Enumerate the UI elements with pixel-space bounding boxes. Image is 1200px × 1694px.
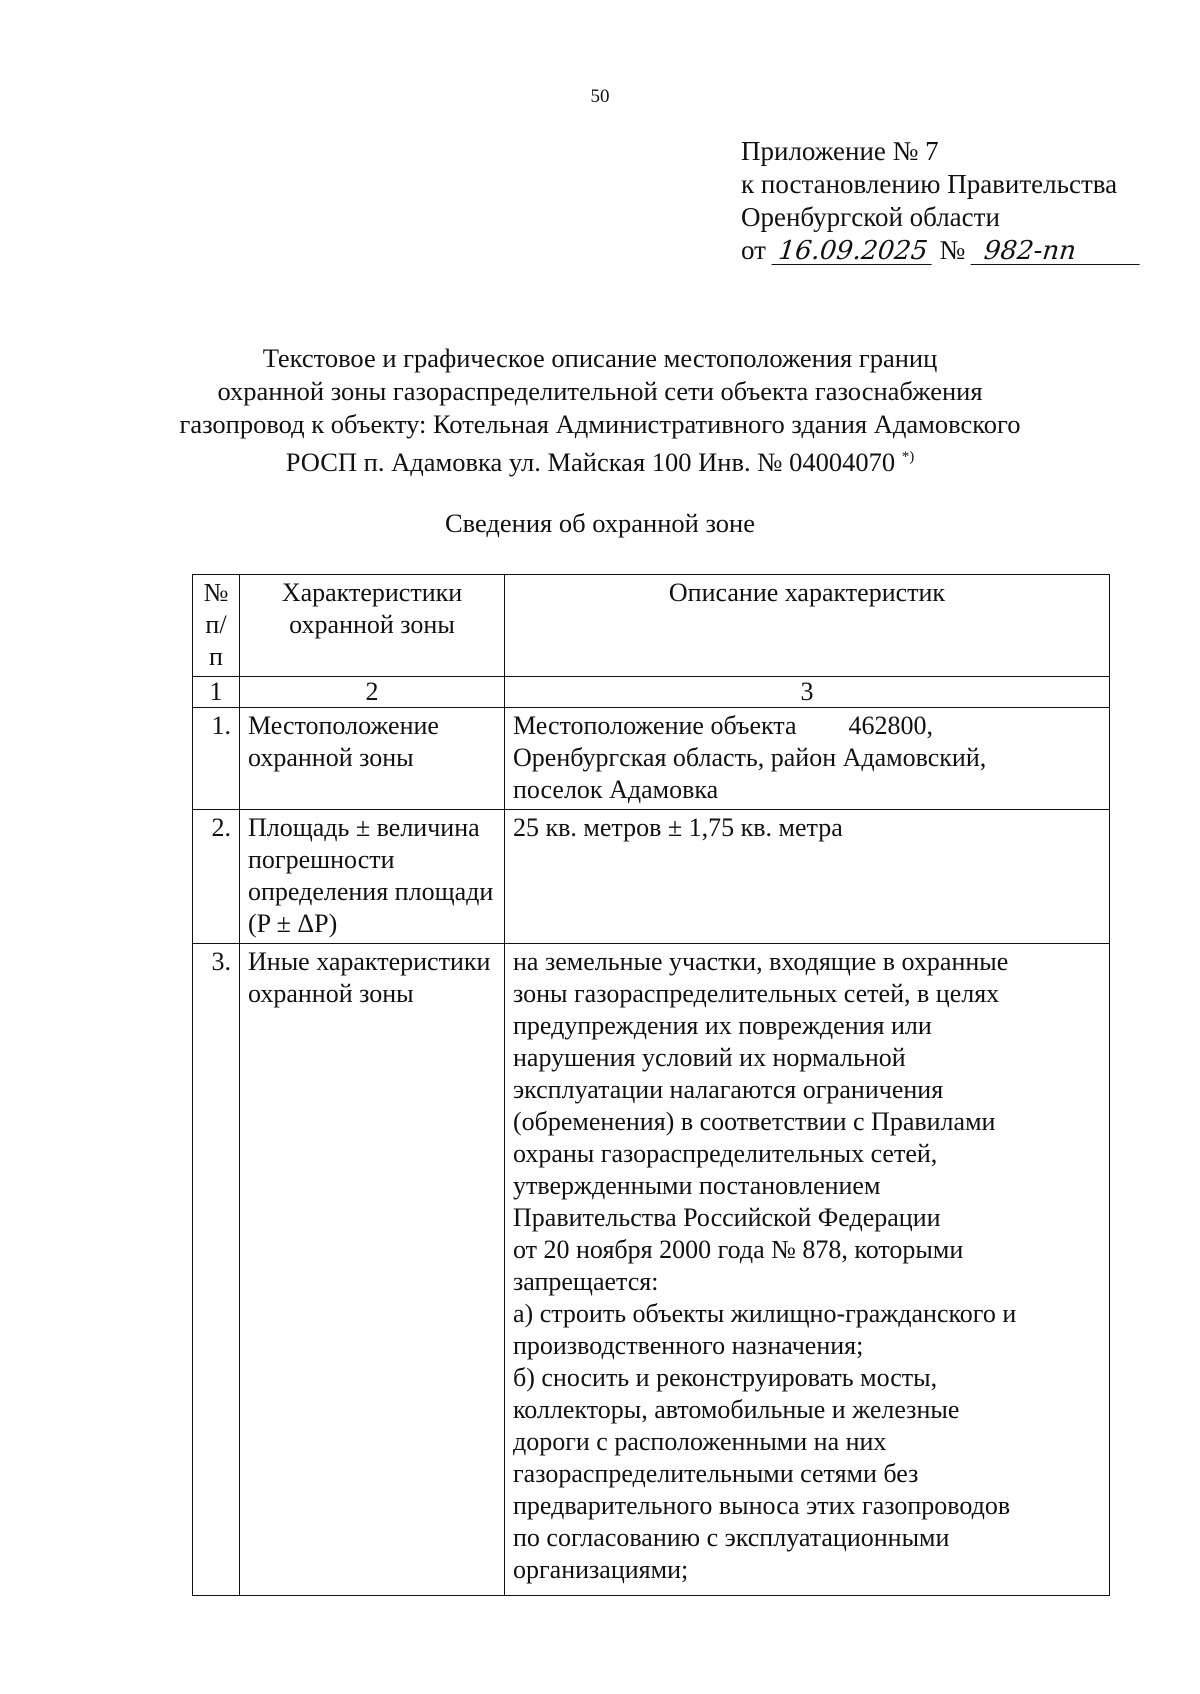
table-row (193, 708, 1110, 810)
title-line-4 (60, 441, 1140, 479)
appendix-date-line (741, 234, 1181, 267)
description-line: предварительного выноса этих газопроводов (513, 1491, 1011, 1520)
row-description (505, 708, 1110, 810)
row-characteristic (240, 810, 505, 944)
row-characteristic (240, 708, 505, 810)
characteristic-line: Площадь ± величина (248, 813, 480, 842)
description-line: зоны газораспределительных сетей, в целях (513, 979, 1000, 1008)
row-description (505, 810, 1110, 944)
header-description: Описание характеристик (505, 575, 1110, 677)
row-number: 2. (193, 810, 240, 944)
document-title (60, 342, 1140, 479)
characteristic-line: определения площади (248, 877, 494, 906)
description-line: запрещается: (513, 1267, 659, 1296)
description-line: Местоположение объекта 462800, (513, 711, 934, 740)
index-cell: 3 (505, 677, 1110, 708)
table-index-row (193, 677, 1110, 708)
section-subtitle: Сведения об охранной зоне (444, 508, 755, 538)
description-line: утвержденными постановлением (513, 1171, 881, 1200)
description-line: (обременения) в соответствии с Правилами (513, 1107, 996, 1136)
characteristic-line: Местоположение (248, 711, 439, 740)
description-line: охраны газораспределительных сетей, (513, 1139, 938, 1168)
row-number: 1. (193, 708, 240, 810)
header-characteristics-line-1: Характеристики (281, 578, 463, 607)
title-line-4-text: РОСП п. Адамовка ул. Майская 100 Инв. № 04004070 (285, 447, 896, 477)
description-line: дороги с расположенными на них (513, 1427, 887, 1456)
title-line-3: газопровод к объекту: Котельная Административного здания Адамовского (179, 409, 1021, 439)
appendix-region: Оренбургской области (741, 202, 1000, 232)
description-line: организациями; (513, 1555, 689, 1584)
description-line: поселок Адамовка (513, 775, 719, 804)
characteristic-line: охранной зоны (248, 979, 414, 1008)
number-prefix: № (939, 235, 966, 265)
protection-zone-table (192, 574, 1110, 1596)
description-line: нарушения условий их нормальной (513, 1043, 906, 1072)
description-line: Правительства Российской Федерации (513, 1203, 941, 1232)
table-row (193, 810, 1110, 944)
description-line: 25 кв. метров ± 1,75 кв. метра (513, 813, 843, 842)
appendix-reference: к постановлению Правительства (741, 169, 1118, 199)
handwritten-date: 16.09.2025 (771, 238, 934, 265)
characteristic-line: охранной зоны (248, 743, 414, 772)
description-line: на земельные участки, входящие в охранные (513, 947, 1009, 976)
index-cell: 1 (193, 677, 240, 708)
description-line: от 20 ноября 2000 года № 878, которыми (513, 1235, 964, 1264)
appendix-title: Приложение № 7 (741, 136, 939, 166)
appendix-block (741, 135, 1181, 267)
date-prefix: от (741, 235, 766, 265)
row-number: 3. (193, 944, 240, 1596)
row-description (505, 944, 1110, 1596)
header-characteristics-line-2: охранной зоны (289, 610, 455, 639)
description-line: по согласованию с эксплуатационными (513, 1523, 950, 1552)
table-header-row (193, 575, 1110, 677)
description-line: б) сносить и реконструировать мосты, (513, 1363, 938, 1392)
header-number-line-2: п/п (205, 610, 227, 671)
description-line: эксплуатации налагаются ограничения (513, 1075, 944, 1104)
characteristic-line: Иные характеристики (248, 947, 491, 976)
description-line: коллекторы, автомобильные и железные (513, 1395, 960, 1424)
header-characteristics (240, 575, 505, 677)
characteristic-line: (P ± ΔP) (248, 909, 338, 938)
handwritten-number: 982-пп (971, 238, 1143, 265)
description-line: предупреждения их повреждения или (513, 1011, 932, 1040)
footnote-mark: *) (901, 449, 915, 465)
index-cell: 2 (240, 677, 505, 708)
title-line-1: Текстовое и графическое описание местоположения границ (262, 343, 938, 373)
description-line: газораспределительными сетями без (513, 1459, 919, 1488)
description-line: а) строить объекты жилищно-гражданского и (513, 1299, 1017, 1328)
row-characteristic (240, 944, 505, 1596)
header-number-line-1: № (203, 578, 229, 607)
description-line: производственного назначения; (513, 1331, 864, 1360)
page-number: 50 (590, 86, 610, 107)
title-line-2: охранной зоны газораспределительной сети объекта газоснабжения (217, 376, 983, 406)
characteristic-line: погрешности (248, 845, 395, 874)
table-row (193, 944, 1110, 1596)
description-line: Оренбургская область, район Адамовский, (513, 743, 987, 772)
header-number (193, 575, 240, 677)
